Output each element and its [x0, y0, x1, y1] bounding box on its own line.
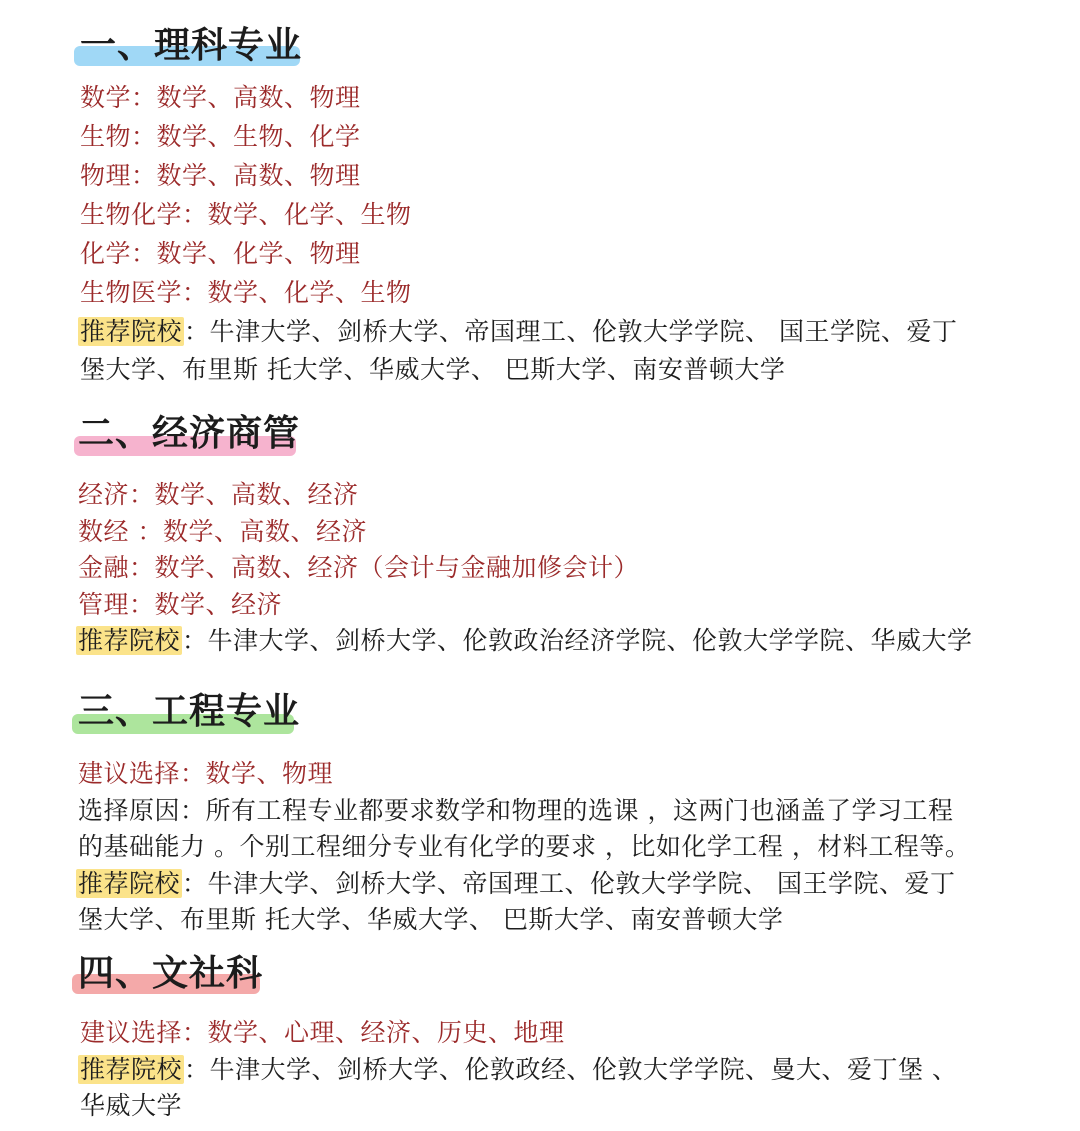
- reason-text: 选择原因：所有工程专业都要求数学和物理的选课 ，这两门也涵盖了学习工程: [78, 796, 954, 825]
- section-heading: 三、工程专业: [78, 691, 301, 732]
- recommended-label: 推荐院校: [78, 869, 181, 898]
- recommended-list-cont: 堡大学、布里斯 托大学、华威大学、 巴斯大学、南安普顿大学: [80, 355, 786, 384]
- recommended-list: ：牛津大学、剑桥大学、帝国理工、伦敦大学学院、 国王学院、爱丁: [184, 317, 958, 346]
- subject-line: 生物：数学、生物、化学: [80, 122, 361, 151]
- section-heading: 二、经济商管: [78, 413, 301, 454]
- recommended-list-cont: 堡大学、布里斯 托大学、华威大学、 巴斯大学、南安普顿大学: [78, 905, 784, 934]
- recommended-schools: [78, 1052, 957, 1088]
- reason-text-cont: 的基础能力 。个别工程细分专业有化学的要求 ，比如化学工程 ，材料工程等。: [78, 832, 971, 861]
- recommended-schools: [76, 623, 973, 659]
- subject-line: 化学：数学、化学、物理: [80, 239, 361, 268]
- subject-line: 物理：数学、高数、物理: [80, 161, 361, 190]
- subject-line: 生物医学：数学、化学、生物: [80, 278, 412, 307]
- suggested-subjects: 建议选择：数学、心理、经济、历史、地理: [80, 1018, 565, 1047]
- subject-line: 数学：数学、高数、物理: [80, 83, 361, 112]
- section-heading: 四、文社科: [78, 953, 264, 994]
- subject-line: 生物化学：数学、化学、生物: [80, 200, 412, 229]
- recommended-label: 推荐院校: [78, 626, 181, 655]
- subject-line: 管理：数学、经济: [78, 590, 283, 619]
- subject-line: 金融：数学、高数、经济（会计与金融加修会计）: [78, 553, 640, 582]
- subject-line: 经济：数学、高数、经济: [78, 480, 359, 509]
- recommended-schools: [78, 314, 957, 350]
- recommended-list: ：牛津大学、剑桥大学、伦敦政经、伦敦大学学院、曼大、爱丁堡 、: [184, 1055, 958, 1084]
- recommended-list: ：牛津大学、剑桥大学、帝国理工、伦敦大学学院、 国王学院、爱丁: [182, 869, 956, 898]
- suggested-subjects: 建议选择：数学、物理: [78, 759, 334, 788]
- recommended-list-cont: 华威大学: [80, 1091, 183, 1120]
- section-heading: 一、理科专业: [80, 25, 303, 66]
- recommended-list: ：牛津大学、剑桥大学、伦敦政治经济学院、伦敦大学学院、华威大学: [182, 626, 973, 655]
- subject-line: 数经 ：数学、高数、经济: [78, 517, 367, 546]
- recommended-schools: [76, 866, 955, 902]
- recommended-label: 推荐院校: [80, 1055, 183, 1084]
- recommended-label: 推荐院校: [80, 317, 183, 346]
